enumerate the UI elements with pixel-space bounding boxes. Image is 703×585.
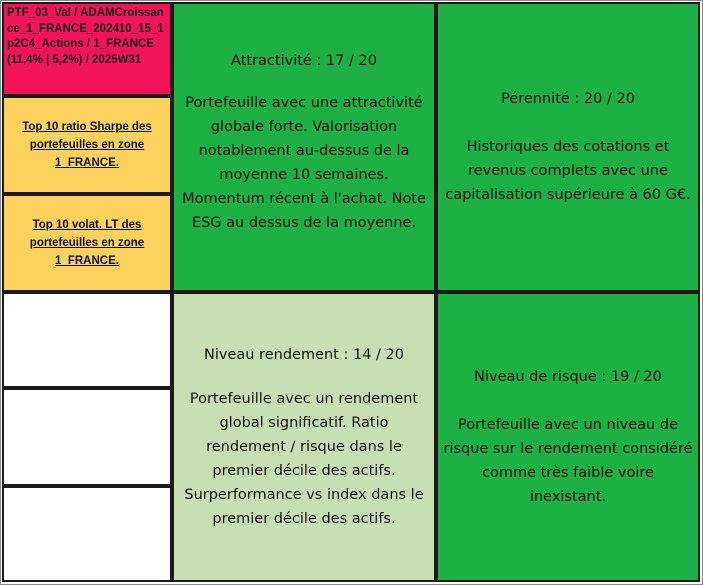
score-rendement-text: Portefeuille avec un rendement global significatif. Ratio rendement / risque dans le premier décile des actifs. Surperformance vs index dans le premier décile des actifs. [184,391,424,527]
empty-cell [2,292,172,388]
empty-cell [2,486,172,582]
score-perennite [436,2,700,292]
score-perennite-text: Historiques des cotations et revenus complets avec une capitalisation supérieure à 60 G€. [445,139,691,203]
score-perennite-title: Pérennité : 20 / 20 [501,91,635,107]
ranking-volatility-label: Top 10 volat. LT des portefeuilles en zone 1_FRANCE. [29,219,145,267]
portfolio-tag [2,2,172,96]
score-attractivite [172,2,436,292]
portfolio-tag-text: PTF_03_Val / ADAMCroissance_1_FRANCE_202410_15_1p2C4_Actions / 1_FRANCE (11,4% | 5,2%) / 2025W31 [7,7,164,66]
ranking-sharpe [2,96,172,194]
score-attractivite-title: Attractivité : 17 / 20 [231,53,377,69]
score-rendement [172,292,436,582]
empty-cell [2,388,172,486]
score-risque-text: Portefeuille avec un niveau de risque sur le rendement considéré comme très faible voire inexistant. [443,417,693,505]
score-attractivite-text: Portefeuille avec une attractivité globale forte. Valorisation notablement au-dessus de la moyenne 10 semaines. Momentum récent à l'achat. Note ESG au dessus de la moyenne. [182,95,426,231]
score-risque [436,292,700,582]
score-risque-title: Niveau de risque : 19 / 20 [474,369,662,385]
ranking-volatility [2,194,172,292]
ranking-sharpe-label: Top 10 ratio Sharpe des portefeuilles en zone 1_FRANCE. [22,121,152,169]
score-rendement-title: Niveau rendement : 14 / 20 [204,347,404,363]
